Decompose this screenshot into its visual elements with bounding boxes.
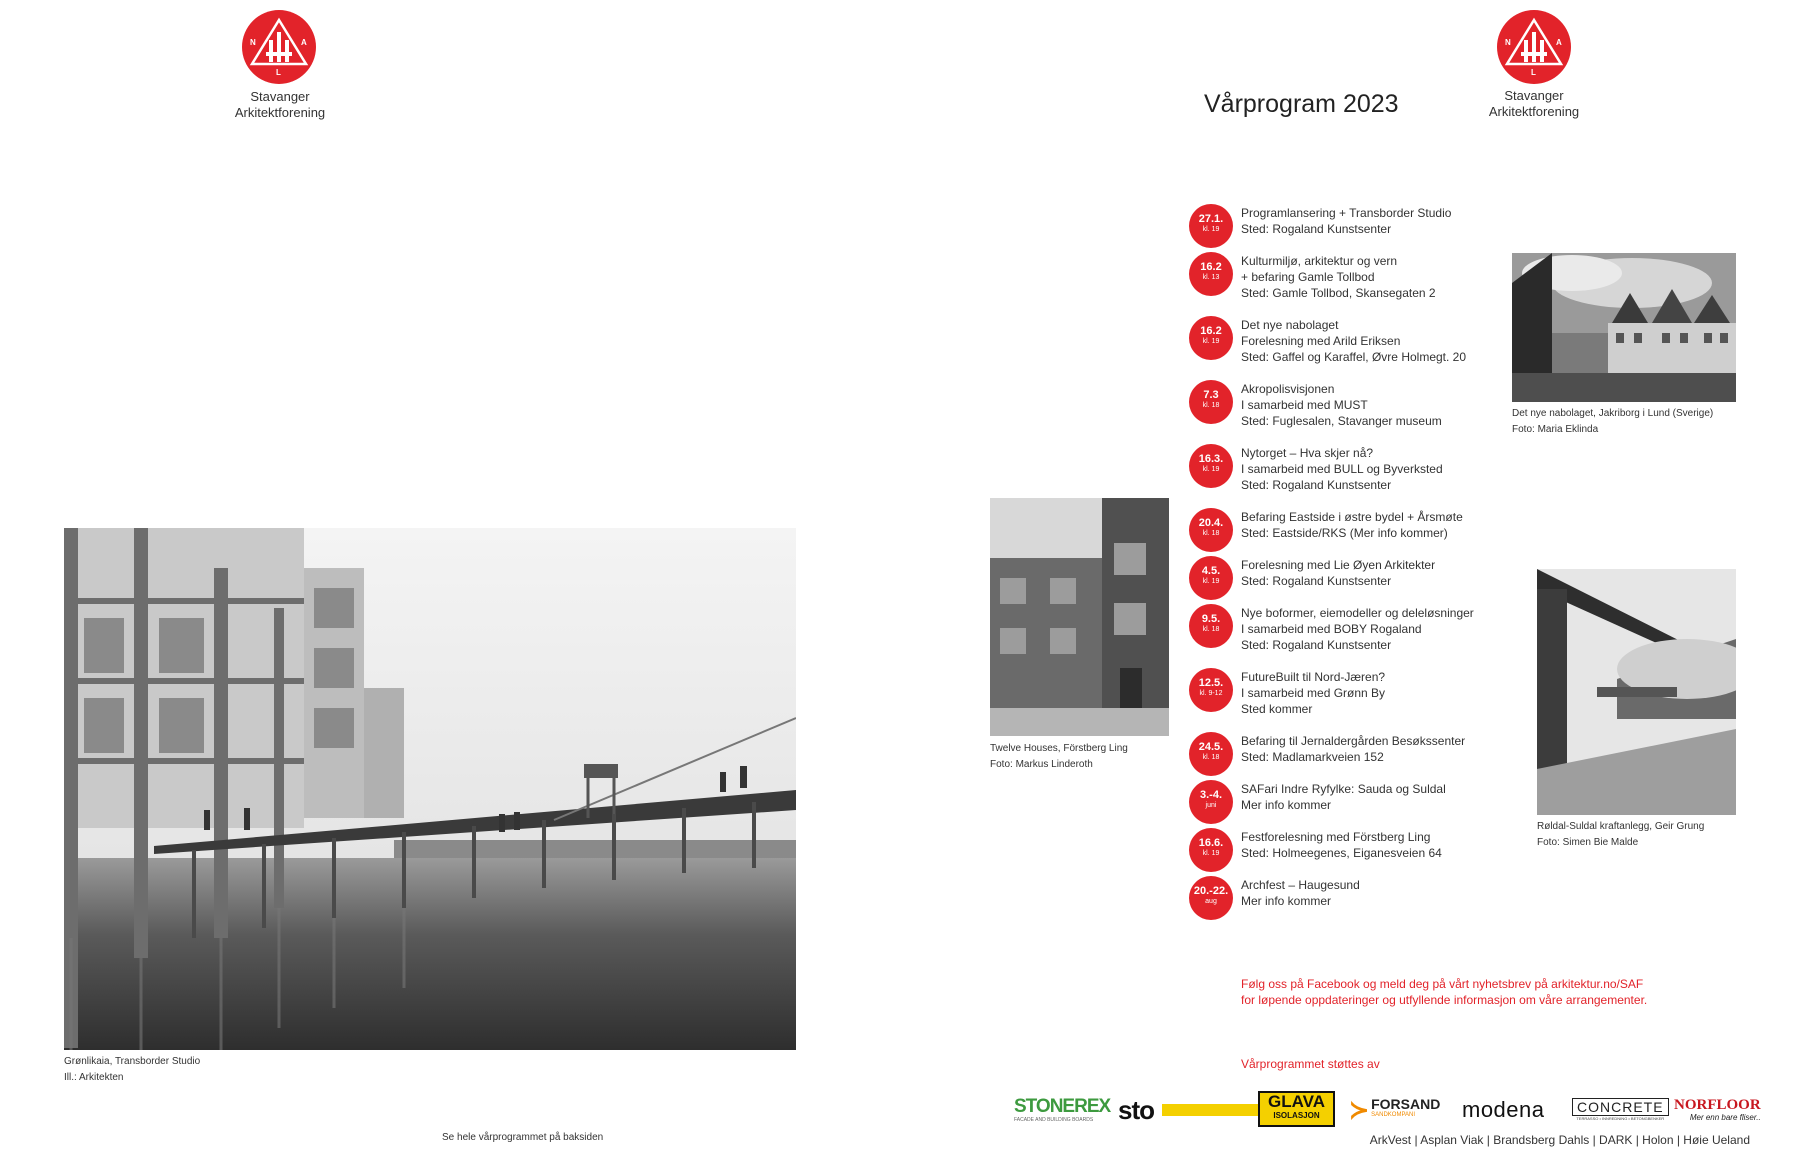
caption-credit: Foto: Markus Linderoth <box>990 759 1093 770</box>
event-line: FutureBuilt til Nord-Jæren? <box>1241 670 1386 684</box>
event-text <box>1241 381 1442 429</box>
event-item <box>1189 556 1519 604</box>
event-item <box>1189 380 1519 428</box>
event-line: Mer info kommer <box>1241 798 1332 812</box>
event-text <box>1241 877 1360 909</box>
logo-name-right <box>1454 88 1614 120</box>
glava-name: GLAVA <box>1268 1092 1325 1111</box>
norfloor-logo: NORFLOOR <box>1674 1097 1761 1113</box>
sto-logo: sto <box>1118 1094 1154 1125</box>
event-date: 20.-22. <box>1193 885 1229 897</box>
logo-line1: Stavanger <box>250 89 310 104</box>
event-line: Sted: Madlamarkveien 152 <box>1241 750 1384 764</box>
photo-gronlikaia <box>64 528 796 1050</box>
event-line: I samarbeid med MUST <box>1241 398 1368 412</box>
event-line: Nye boformer, eiemodeller og deleløsninger <box>1241 606 1474 620</box>
event-item <box>1189 316 1519 364</box>
logo-name-left <box>200 89 360 121</box>
event-item <box>1189 204 1519 252</box>
sponsor-concrete <box>1572 1093 1669 1127</box>
caption-gronlikaia <box>64 1054 200 1086</box>
event-line: Sted: Gaffel og Karaffel, Øvre Holmegt. 20 <box>1241 350 1467 364</box>
event-time: kl. 18 <box>1202 530 1220 537</box>
partner-list: ArkVest | Asplan Viak | Brandsberg Dahls | DARK | Holon | Høie Ueland <box>1369 1133 1750 1147</box>
event-line: Befaring til Jernaldergården Besøkssenter <box>1241 734 1466 748</box>
logo-letter-n: N <box>250 38 256 47</box>
sponsor-forsand <box>1349 1093 1440 1127</box>
date-badge <box>1189 444 1233 488</box>
event-line: Sted: Rogaland Kunstsenter <box>1241 222 1392 236</box>
event-text <box>1241 509 1463 541</box>
norfloor-sub: Mer enn bare fliser.. <box>1689 1113 1761 1122</box>
forsand-sub: SANDKOMPANI <box>1371 1112 1416 1118</box>
event-text <box>1241 829 1442 861</box>
modena-logo: modena <box>1462 1097 1545 1122</box>
event-text <box>1241 445 1443 493</box>
support-heading: Vårprogrammet støttes av <box>1241 1057 1380 1071</box>
logo-letter-l: L <box>276 68 281 77</box>
event-time: kl. 18 <box>1202 402 1220 409</box>
caption-credit: Foto: Simen Bie Malde <box>1537 837 1639 848</box>
event-line: SAFari Indre Ryfylke: Sauda og Suldal <box>1241 782 1446 796</box>
event-item <box>1189 828 1519 876</box>
logo-line2: Arkitektforening <box>1488 104 1580 119</box>
event-line: Sted kommer <box>1241 702 1313 716</box>
event-line: Sted: Eastside/RKS (Mer info kommer) <box>1241 526 1448 540</box>
program-title: Vårprogram 2023 <box>1204 90 1399 118</box>
photo-jakriborg-lund <box>1512 253 1736 402</box>
stonerex-sub: FACADE AND BUILDING BOARDS <box>1014 1117 1094 1123</box>
sponsor-norfloor <box>1674 1093 1761 1127</box>
glava-sub: ISOLASJON <box>1273 1111 1320 1120</box>
nal-logo-icon <box>242 10 316 84</box>
caption-title: Det nye nabolaget, Jakriborg i Lund (Sverige) <box>1512 408 1714 419</box>
event-item <box>1189 508 1519 556</box>
follow-text <box>1241 976 1647 1008</box>
event-date: 9.5. <box>1201 613 1221 625</box>
event-line: Befaring Eastside i østre bydel + Årsmøte <box>1241 510 1463 524</box>
event-date: 4.5. <box>1201 565 1221 577</box>
date-badge <box>1189 828 1233 872</box>
event-text <box>1241 733 1465 765</box>
date-badge <box>1189 876 1233 920</box>
event-line: + befaring Gamle Tollbod <box>1241 270 1375 284</box>
event-line: Kulturmiljø, arkitektur og vern <box>1241 254 1398 268</box>
sto-bar-icon <box>1162 1104 1262 1116</box>
follow-line2: for løpende oppdateringer og utfyllende informasjon om våre arrangementer. <box>1241 993 1648 1007</box>
event-time: kl. 9-12 <box>1199 690 1223 697</box>
event-line: Sted: Rogaland Kunstsenter <box>1241 638 1392 652</box>
date-badge <box>1189 204 1233 248</box>
date-badge <box>1189 732 1233 776</box>
glava-logo <box>1258 1091 1335 1127</box>
forsand-text <box>1371 1096 1441 1121</box>
nal-logo-icon <box>1497 10 1571 84</box>
event-line: Det nye nabolaget <box>1241 318 1339 332</box>
event-line: I samarbeid med Grønn By <box>1241 686 1386 700</box>
caption-title: Røldal-Suldal kraftanlegg, Geir Grung <box>1537 821 1705 832</box>
follow-line1: Følg oss på Facebook og meld deg på vårt nyhetsbrev på arkitektur.no/SAF <box>1241 977 1644 991</box>
concrete-logo: CONCRETE <box>1572 1098 1669 1116</box>
event-date: 27.1. <box>1198 213 1224 225</box>
event-date: 16.2 <box>1200 325 1222 337</box>
caption-jakriborg-lund <box>1512 406 1713 438</box>
caption-credit: Ill.: Arkitekten <box>64 1072 124 1083</box>
event-item <box>1189 252 1519 300</box>
event-line: Festforelesning med Förstberg Ling <box>1241 830 1431 844</box>
logo-letter-a: A <box>1556 38 1562 47</box>
date-badge <box>1189 668 1233 712</box>
event-time: juni <box>1205 802 1217 809</box>
event-text <box>1241 253 1436 301</box>
photo-twelve-houses <box>990 498 1169 736</box>
date-badge <box>1189 508 1233 552</box>
event-text <box>1241 605 1474 653</box>
event-date: 16.6. <box>1198 837 1224 849</box>
forsand-name: FORSAND <box>1371 1096 1441 1112</box>
event-line: Akropolisvisjonen <box>1241 382 1335 396</box>
date-badge <box>1189 604 1233 648</box>
event-text <box>1241 205 1451 237</box>
event-time: kl. 19 <box>1202 466 1220 473</box>
event-date: 24.5. <box>1198 741 1224 753</box>
sponsor-stonerex <box>1014 1093 1110 1127</box>
event-time: kl. 19 <box>1202 578 1220 585</box>
date-badge <box>1189 252 1233 296</box>
event-line: Sted: Holmeegenes, Eiganesveien 64 <box>1241 846 1442 860</box>
event-time: kl. 18 <box>1202 626 1220 633</box>
event-line: Sted: Rogaland Kunstsenter <box>1241 478 1392 492</box>
event-line: Forelesning med Lie Øyen Arkitekter <box>1241 558 1436 572</box>
sponsor-sto <box>1118 1093 1262 1127</box>
caption-twelve-houses <box>990 741 1128 773</box>
event-item <box>1189 732 1519 780</box>
event-line: Mer info kommer <box>1241 894 1332 908</box>
date-badge <box>1189 780 1233 824</box>
event-text <box>1241 669 1385 717</box>
event-date: 3.-4. <box>1199 789 1222 801</box>
event-item <box>1189 780 1519 828</box>
logo-letter-a: A <box>301 38 307 47</box>
event-time: kl. 19 <box>1202 338 1220 345</box>
event-line: I samarbeid med BULL og Byverksted <box>1241 462 1443 476</box>
event-item <box>1189 668 1519 716</box>
caption-roldal-suldal <box>1537 819 1704 851</box>
logo-letter-n: N <box>1505 38 1511 47</box>
sponsor-glava <box>1258 1090 1335 1128</box>
event-line: Programlansering + Transborder Studio <box>1241 206 1452 220</box>
logo-line2: Arkitektforening <box>234 105 326 120</box>
event-line: Sted: Rogaland Kunstsenter <box>1241 574 1392 588</box>
caption-title: Twelve Houses, Förstberg Ling <box>990 743 1128 754</box>
event-text <box>1241 317 1466 365</box>
stonerex-logo: STONEREX <box>1014 1096 1111 1117</box>
event-time: aug <box>1205 898 1217 905</box>
logo-line1: Stavanger <box>1504 88 1564 103</box>
event-line: Sted: Fuglesalen, Stavanger museum <box>1241 414 1442 428</box>
event-time: kl. 19 <box>1202 850 1220 857</box>
event-date: 7.3 <box>1203 389 1219 401</box>
event-time: kl. 19 <box>1202 226 1220 233</box>
date-badge <box>1189 380 1233 424</box>
event-time: kl. 18 <box>1202 754 1220 761</box>
event-item <box>1189 876 1519 924</box>
event-line: Nytorget – Hva skjer nå? <box>1241 446 1374 460</box>
event-line: Forelesning med Arild Eriksen <box>1241 334 1401 348</box>
sponsor-modena <box>1462 1093 1545 1127</box>
event-line: Archfest – Haugesund <box>1241 878 1360 892</box>
caption-credit: Foto: Maria Eklinda <box>1512 424 1599 435</box>
event-text <box>1241 781 1446 813</box>
event-date: 20.4. <box>1198 517 1224 529</box>
logo-letter-l: L <box>1531 68 1536 77</box>
event-line: Sted: Gamle Tollbod, Skansegaten 2 <box>1241 286 1436 300</box>
event-date: 12.5. <box>1198 677 1224 689</box>
event-line: I samarbeid med BOBY Rogaland <box>1241 622 1422 636</box>
concrete-sub: TERRASSO • INNREDNING • BETONGBENKER <box>1576 1116 1665 1121</box>
date-badge <box>1189 316 1233 360</box>
event-time: kl. 13 <box>1202 274 1220 281</box>
event-date: 16.3. <box>1198 453 1224 465</box>
date-badge <box>1189 556 1233 600</box>
event-text <box>1241 557 1435 589</box>
photo-roldal-suldal <box>1537 569 1736 815</box>
event-item <box>1189 444 1519 492</box>
event-date: 16.2 <box>1200 261 1222 273</box>
caption-title: Grønlikaia, Transborder Studio <box>64 1056 201 1067</box>
event-item <box>1189 604 1519 652</box>
forsand-chevron-icon: ≻ <box>1349 1096 1370 1124</box>
backside-note: Se hele vårprogrammet på baksiden <box>442 1132 604 1143</box>
